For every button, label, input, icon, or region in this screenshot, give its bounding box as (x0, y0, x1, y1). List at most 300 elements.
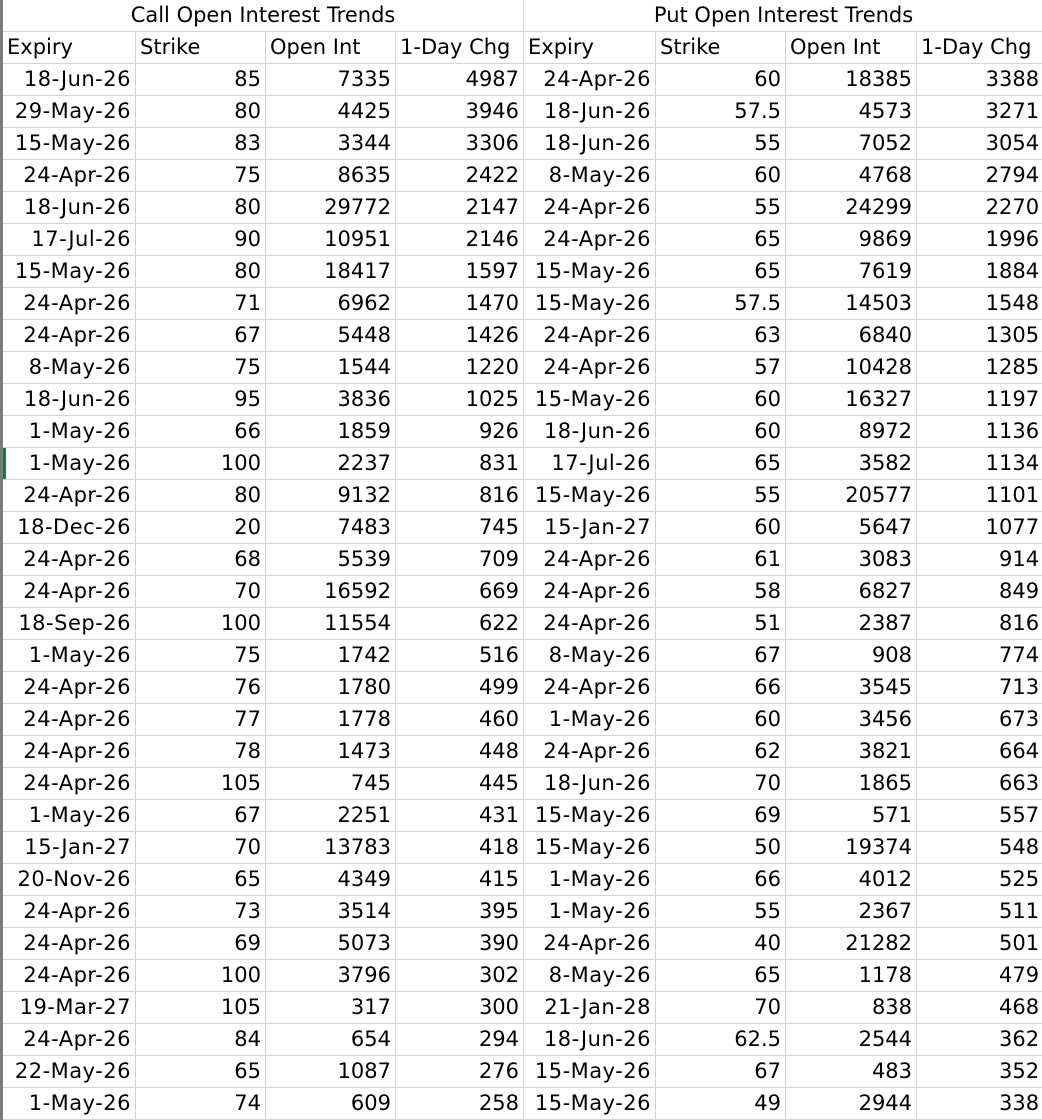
table-row (2, 928, 1042, 960)
put-change-cell[interactable]: 1884 (917, 256, 1042, 288)
put-open-int-cell[interactable]: 838 (786, 992, 917, 1024)
table-row (2, 608, 1042, 640)
call-change-cell[interactable]: 831 (396, 448, 524, 480)
call-strike-cell[interactable]: 71 (136, 288, 266, 320)
call-change-cell[interactable]: 390 (396, 928, 524, 960)
put-change-cell[interactable]: 3054 (917, 128, 1042, 160)
put-change-cell[interactable]: 664 (917, 736, 1042, 768)
put-strike-cell[interactable]: 58 (656, 576, 786, 608)
call-strike-cell[interactable]: 80 (136, 192, 266, 224)
call-open-int-header[interactable]: Open Int (266, 32, 396, 64)
call-expiry-cell[interactable]: 24-Apr-26 (2, 672, 136, 704)
table-row (2, 64, 1042, 96)
put-change-cell[interactable]: 1197 (917, 384, 1042, 416)
call-open-int-cell[interactable]: 3344 (266, 128, 396, 160)
put-section-title[interactable]: Put Open Interest Trends (524, 0, 1042, 32)
call-strike-cell[interactable]: 75 (136, 160, 266, 192)
put-strike-cell[interactable]: 40 (656, 928, 786, 960)
call-strike-cell[interactable]: 95 (136, 384, 266, 416)
call-open-int-cell[interactable]: 16592 (266, 576, 396, 608)
put-strike-header[interactable]: Strike (656, 32, 786, 64)
put-expiry-cell[interactable]: 24-Apr-26 (524, 192, 656, 224)
put-open-int-cell[interactable]: 16327 (786, 384, 917, 416)
call-expiry-cell[interactable]: 18-Sep-26 (2, 608, 136, 640)
put-expiry-cell[interactable]: 8-May-26 (524, 160, 656, 192)
put-strike-cell[interactable]: 60 (656, 416, 786, 448)
put-strike-cell[interactable]: 55 (656, 192, 786, 224)
table-row (2, 640, 1042, 672)
call-open-int-cell[interactable]: 7483 (266, 512, 396, 544)
put-strike-cell[interactable]: 67 (656, 640, 786, 672)
put-expiry-cell[interactable]: 24-Apr-26 (524, 608, 656, 640)
call-change-cell[interactable]: 418 (396, 832, 524, 864)
call-change-cell[interactable]: 2422 (396, 160, 524, 192)
put-expiry-cell[interactable]: 24-Apr-26 (524, 64, 656, 96)
put-change-cell[interactable]: 1548 (917, 288, 1042, 320)
call-open-int-cell[interactable]: 2251 (266, 800, 396, 832)
call-change-cell[interactable]: 499 (396, 672, 524, 704)
call-strike-cell[interactable]: 67 (136, 800, 266, 832)
put-expiry-cell[interactable]: 8-May-26 (524, 960, 656, 992)
put-change-cell[interactable]: 1305 (917, 320, 1042, 352)
put-change-cell[interactable]: 352 (917, 1056, 1042, 1088)
put-expiry-cell[interactable]: 15-May-26 (524, 1088, 656, 1120)
table-row (2, 224, 1042, 256)
table-row (2, 576, 1042, 608)
call-strike-cell[interactable]: 69 (136, 928, 266, 960)
put-change-cell[interactable]: 479 (917, 960, 1042, 992)
put-open-int-cell[interactable]: 483 (786, 1056, 917, 1088)
put-expiry-cell[interactable]: 15-May-26 (524, 288, 656, 320)
call-strike-cell[interactable]: 83 (136, 128, 266, 160)
put-expiry-cell[interactable]: 24-Apr-26 (524, 576, 656, 608)
call-change-cell[interactable]: 445 (396, 768, 524, 800)
table-row (2, 704, 1042, 736)
put-open-int-cell[interactable]: 3545 (786, 672, 917, 704)
call-strike-cell[interactable]: 100 (136, 608, 266, 640)
put-change-cell[interactable]: 849 (917, 576, 1042, 608)
call-change-cell[interactable]: 516 (396, 640, 524, 672)
call-strike-cell[interactable]: 65 (136, 1056, 266, 1088)
call-expiry-cell[interactable]: 24-Apr-26 (2, 704, 136, 736)
call-strike-cell[interactable]: 68 (136, 544, 266, 576)
call-strike-cell[interactable]: 77 (136, 704, 266, 736)
call-expiry-cell[interactable]: 24-Apr-26 (2, 928, 136, 960)
table-row (2, 992, 1042, 1024)
call-change-cell[interactable]: 669 (396, 576, 524, 608)
call-strike-cell[interactable]: 70 (136, 576, 266, 608)
call-strike-cell[interactable]: 65 (136, 864, 266, 896)
call-open-int-cell[interactable]: 1859 (266, 416, 396, 448)
table-row (2, 896, 1042, 928)
put-strike-cell[interactable]: 66 (656, 672, 786, 704)
put-open-int-cell[interactable]: 20577 (786, 480, 917, 512)
call-open-int-cell[interactable]: 1742 (266, 640, 396, 672)
put-open-int-cell[interactable]: 908 (786, 640, 917, 672)
table-row (2, 256, 1042, 288)
table-row (2, 864, 1042, 896)
call-change-cell[interactable]: 415 (396, 864, 524, 896)
put-open-int-cell[interactable]: 4768 (786, 160, 917, 192)
put-expiry-cell[interactable]: 1-May-26 (524, 896, 656, 928)
put-open-int-cell[interactable]: 4573 (786, 96, 917, 128)
call-open-int-cell[interactable]: 1087 (266, 1056, 396, 1088)
table-row (2, 832, 1042, 864)
call-open-int-cell[interactable]: 2237 (266, 448, 396, 480)
call-open-int-cell[interactable]: 3796 (266, 960, 396, 992)
put-strike-cell[interactable]: 55 (656, 896, 786, 928)
call-change-cell[interactable]: 460 (396, 704, 524, 736)
put-open-int-cell[interactable]: 2944 (786, 1088, 917, 1120)
table-row (2, 288, 1042, 320)
put-expiry-cell[interactable]: 15-Jan-27 (524, 512, 656, 544)
call-open-int-cell[interactable]: 1780 (266, 672, 396, 704)
call-open-int-cell[interactable]: 9132 (266, 480, 396, 512)
put-open-int-cell[interactable]: 4012 (786, 864, 917, 896)
call-expiry-cell[interactable]: 1-May-26 (2, 1088, 136, 1120)
put-expiry-cell[interactable]: 1-May-26 (524, 704, 656, 736)
put-change-cell[interactable]: 914 (917, 544, 1042, 576)
table-row (2, 736, 1042, 768)
call-expiry-cell[interactable]: 18-Jun-26 (2, 384, 136, 416)
call-open-int-cell[interactable]: 5073 (266, 928, 396, 960)
call-strike-cell[interactable]: 105 (136, 992, 266, 1024)
table-row (2, 1088, 1042, 1120)
call-expiry-cell[interactable]: 24-Apr-26 (2, 960, 136, 992)
call-change-cell[interactable]: 2147 (396, 192, 524, 224)
call-strike-cell[interactable]: 20 (136, 512, 266, 544)
call-change-cell[interactable]: 1597 (396, 256, 524, 288)
table-row (2, 160, 1042, 192)
call-open-int-cell[interactable]: 10951 (266, 224, 396, 256)
put-expiry-cell[interactable]: 15-May-26 (524, 800, 656, 832)
put-open-int-cell[interactable]: 18385 (786, 64, 917, 96)
call-strike-header[interactable]: Strike (136, 32, 266, 64)
call-change-cell[interactable]: 448 (396, 736, 524, 768)
put-expiry-cell[interactable]: 24-Apr-26 (524, 736, 656, 768)
put-change-cell[interactable]: 3388 (917, 64, 1042, 96)
put-open-int-cell[interactable]: 2544 (786, 1024, 917, 1056)
put-expiry-cell[interactable]: 18-Jun-26 (524, 128, 656, 160)
put-strike-cell[interactable]: 57.5 (656, 288, 786, 320)
call-expiry-cell[interactable]: 24-Apr-26 (2, 576, 136, 608)
call-expiry-header[interactable]: Expiry (2, 32, 136, 64)
put-change-cell[interactable]: 774 (917, 640, 1042, 672)
call-change-cell[interactable]: 300 (396, 992, 524, 1024)
put-change-cell[interactable]: 362 (917, 1024, 1042, 1056)
put-open-int-cell[interactable]: 8972 (786, 416, 917, 448)
call-expiry-cell[interactable]: 18-Jun-26 (2, 64, 136, 96)
call-open-int-cell[interactable]: 7335 (266, 64, 396, 96)
call-open-int-cell[interactable]: 317 (266, 992, 396, 1024)
table-row (2, 480, 1042, 512)
put-expiry-cell[interactable]: 24-Apr-26 (524, 672, 656, 704)
put-open-int-cell[interactable]: 6827 (786, 576, 917, 608)
call-change-header[interactable]: 1-Day Chg (396, 32, 524, 64)
call-open-int-cell[interactable]: 8635 (266, 160, 396, 192)
put-open-int-cell[interactable]: 6840 (786, 320, 917, 352)
call-expiry-cell[interactable]: 1-May-26 (2, 448, 136, 480)
call-expiry-cell[interactable]: 1-May-26 (2, 640, 136, 672)
call-expiry-cell[interactable]: 24-Apr-26 (2, 896, 136, 928)
call-change-cell[interactable]: 926 (396, 416, 524, 448)
call-strike-cell[interactable]: 74 (136, 1088, 266, 1120)
put-expiry-cell[interactable]: 24-Apr-26 (524, 320, 656, 352)
call-open-int-cell[interactable]: 609 (266, 1088, 396, 1120)
put-open-int-cell[interactable]: 3821 (786, 736, 917, 768)
put-change-cell[interactable]: 713 (917, 672, 1042, 704)
call-open-int-cell[interactable]: 5448 (266, 320, 396, 352)
call-open-int-cell[interactable]: 5539 (266, 544, 396, 576)
table-row (2, 320, 1042, 352)
call-open-int-cell[interactable]: 4425 (266, 96, 396, 128)
put-open-int-cell[interactable]: 5647 (786, 512, 917, 544)
table-row (2, 768, 1042, 800)
put-open-int-cell[interactable]: 9869 (786, 224, 917, 256)
call-strike-cell[interactable]: 80 (136, 96, 266, 128)
put-strike-cell[interactable]: 51 (656, 608, 786, 640)
put-change-cell[interactable]: 1134 (917, 448, 1042, 480)
call-change-cell[interactable]: 276 (396, 1056, 524, 1088)
call-strike-cell[interactable]: 84 (136, 1024, 266, 1056)
call-change-cell[interactable]: 4987 (396, 64, 524, 96)
call-change-cell[interactable]: 1220 (396, 352, 524, 384)
call-strike-cell[interactable]: 67 (136, 320, 266, 352)
put-strike-cell[interactable]: 57 (656, 352, 786, 384)
call-strike-cell[interactable]: 105 (136, 768, 266, 800)
put-expiry-cell[interactable]: 15-May-26 (524, 256, 656, 288)
call-change-cell[interactable]: 3946 (396, 96, 524, 128)
call-expiry-cell[interactable]: 24-Apr-26 (2, 768, 136, 800)
put-change-cell[interactable]: 525 (917, 864, 1042, 896)
call-strike-cell[interactable]: 75 (136, 640, 266, 672)
call-open-int-cell[interactable]: 11554 (266, 608, 396, 640)
put-change-cell[interactable]: 1101 (917, 480, 1042, 512)
put-open-int-cell[interactable]: 14503 (786, 288, 917, 320)
call-change-cell[interactable]: 294 (396, 1024, 524, 1056)
put-expiry-cell[interactable]: 15-May-26 (524, 832, 656, 864)
call-change-cell[interactable]: 622 (396, 608, 524, 640)
put-expiry-cell[interactable]: 15-May-26 (524, 480, 656, 512)
call-open-int-cell[interactable]: 4349 (266, 864, 396, 896)
put-expiry-header[interactable]: Expiry (524, 32, 656, 64)
call-strike-cell[interactable]: 100 (136, 448, 266, 480)
call-strike-cell[interactable]: 80 (136, 480, 266, 512)
put-strike-cell[interactable]: 65 (656, 448, 786, 480)
put-strike-cell[interactable]: 60 (656, 512, 786, 544)
put-strike-cell[interactable]: 70 (656, 992, 786, 1024)
call-change-cell[interactable]: 1426 (396, 320, 524, 352)
call-expiry-cell[interactable]: 19-Mar-27 (2, 992, 136, 1024)
call-expiry-cell[interactable]: 18-Jun-26 (2, 192, 136, 224)
put-open-int-cell[interactable]: 3456 (786, 704, 917, 736)
put-expiry-cell[interactable]: 1-May-26 (524, 864, 656, 896)
put-strike-cell[interactable]: 55 (656, 480, 786, 512)
put-open-int-cell[interactable]: 7052 (786, 128, 917, 160)
put-expiry-cell[interactable]: 18-Jun-26 (524, 1024, 656, 1056)
put-open-int-cell[interactable]: 1178 (786, 960, 917, 992)
call-expiry-cell[interactable]: 15-Jan-27 (2, 832, 136, 864)
call-expiry-cell[interactable]: 24-Apr-26 (2, 1024, 136, 1056)
put-expiry-cell[interactable]: 21-Jan-28 (524, 992, 656, 1024)
put-open-int-cell[interactable]: 3582 (786, 448, 917, 480)
call-expiry-cell[interactable]: 1-May-26 (2, 800, 136, 832)
call-strike-cell[interactable]: 70 (136, 832, 266, 864)
call-open-int-cell[interactable]: 3836 (266, 384, 396, 416)
put-change-cell[interactable]: 1077 (917, 512, 1042, 544)
call-open-int-cell[interactable]: 745 (266, 768, 396, 800)
call-expiry-cell[interactable]: 29-May-26 (2, 96, 136, 128)
call-open-int-cell[interactable]: 654 (266, 1024, 396, 1056)
call-expiry-cell[interactable]: 24-Apr-26 (2, 320, 136, 352)
put-change-cell[interactable]: 1136 (917, 416, 1042, 448)
call-strike-cell[interactable]: 100 (136, 960, 266, 992)
table-row (2, 416, 1042, 448)
put-strike-cell[interactable]: 57.5 (656, 96, 786, 128)
put-change-cell[interactable]: 673 (917, 704, 1042, 736)
call-strike-cell[interactable]: 90 (136, 224, 266, 256)
put-strike-cell[interactable]: 65 (656, 256, 786, 288)
put-change-cell[interactable]: 1996 (917, 224, 1042, 256)
put-strike-cell[interactable]: 62 (656, 736, 786, 768)
put-strike-cell[interactable]: 66 (656, 864, 786, 896)
put-strike-cell[interactable]: 65 (656, 224, 786, 256)
call-change-cell[interactable]: 1025 (396, 384, 524, 416)
call-change-cell[interactable]: 1470 (396, 288, 524, 320)
put-open-int-cell[interactable]: 10428 (786, 352, 917, 384)
call-change-cell[interactable]: 431 (396, 800, 524, 832)
call-change-cell[interactable]: 745 (396, 512, 524, 544)
call-strike-cell[interactable]: 73 (136, 896, 266, 928)
put-open-int-cell[interactable]: 571 (786, 800, 917, 832)
call-expiry-cell[interactable]: 24-Apr-26 (2, 288, 136, 320)
put-strike-cell[interactable]: 62.5 (656, 1024, 786, 1056)
put-strike-cell[interactable]: 60 (656, 160, 786, 192)
call-change-cell[interactable]: 2146 (396, 224, 524, 256)
put-strike-cell[interactable]: 60 (656, 704, 786, 736)
put-strike-cell[interactable]: 49 (656, 1088, 786, 1120)
put-change-cell[interactable]: 557 (917, 800, 1042, 832)
put-change-cell[interactable]: 548 (917, 832, 1042, 864)
call-open-int-cell[interactable]: 18417 (266, 256, 396, 288)
call-change-cell[interactable]: 3306 (396, 128, 524, 160)
put-change-cell[interactable]: 1285 (917, 352, 1042, 384)
put-expiry-cell[interactable]: 18-Jun-26 (524, 768, 656, 800)
put-expiry-cell[interactable]: 15-May-26 (524, 1056, 656, 1088)
put-strike-cell[interactable]: 60 (656, 64, 786, 96)
call-expiry-cell[interactable]: 15-May-26 (2, 128, 136, 160)
put-expiry-cell[interactable]: 24-Apr-26 (524, 928, 656, 960)
put-strike-cell[interactable]: 55 (656, 128, 786, 160)
put-change-cell[interactable]: 3271 (917, 96, 1042, 128)
call-change-cell[interactable]: 302 (396, 960, 524, 992)
put-open-int-cell[interactable]: 2367 (786, 896, 917, 928)
put-expiry-cell[interactable]: 18-Jun-26 (524, 96, 656, 128)
put-expiry-cell[interactable]: 24-Apr-26 (524, 352, 656, 384)
put-open-int-header[interactable]: Open Int (786, 32, 917, 64)
put-strike-cell[interactable]: 67 (656, 1056, 786, 1088)
call-open-int-cell[interactable]: 1473 (266, 736, 396, 768)
call-open-int-cell[interactable]: 29772 (266, 192, 396, 224)
call-open-int-cell[interactable]: 13783 (266, 832, 396, 864)
call-expiry-cell[interactable]: 15-May-26 (2, 256, 136, 288)
put-open-int-cell[interactable]: 2387 (786, 608, 917, 640)
call-expiry-cell[interactable]: 8-May-26 (2, 352, 136, 384)
call-open-int-cell[interactable]: 1778 (266, 704, 396, 736)
put-change-cell[interactable]: 468 (917, 992, 1042, 1024)
put-strike-cell[interactable]: 61 (656, 544, 786, 576)
put-change-cell[interactable]: 338 (917, 1088, 1042, 1120)
call-expiry-cell[interactable]: 1-May-26 (2, 416, 136, 448)
table-row (2, 800, 1042, 832)
put-open-int-cell[interactable]: 24299 (786, 192, 917, 224)
put-expiry-cell[interactable]: 17-Jul-26 (524, 448, 656, 480)
call-expiry-cell[interactable]: 24-Apr-26 (2, 160, 136, 192)
put-strike-cell[interactable]: 70 (656, 768, 786, 800)
put-expiry-cell[interactable]: 18-Jun-26 (524, 416, 656, 448)
call-expiry-cell[interactable]: 18-Dec-26 (2, 512, 136, 544)
put-change-cell[interactable]: 511 (917, 896, 1042, 928)
put-expiry-cell[interactable]: 24-Apr-26 (524, 544, 656, 576)
table-row (2, 448, 1042, 480)
call-change-cell[interactable]: 709 (396, 544, 524, 576)
call-expiry-cell[interactable]: 24-Apr-26 (2, 736, 136, 768)
call-change-cell[interactable]: 816 (396, 480, 524, 512)
call-change-cell[interactable]: 258 (396, 1088, 524, 1120)
put-expiry-cell[interactable]: 15-May-26 (524, 384, 656, 416)
put-strike-cell[interactable]: 65 (656, 960, 786, 992)
call-expiry-cell[interactable]: 24-Apr-26 (2, 480, 136, 512)
call-change-cell[interactable]: 395 (396, 896, 524, 928)
put-expiry-cell[interactable]: 24-Apr-26 (524, 224, 656, 256)
put-expiry-cell[interactable]: 8-May-26 (524, 640, 656, 672)
call-expiry-cell[interactable]: 17-Jul-26 (2, 224, 136, 256)
column-header-row (2, 32, 1042, 64)
put-change-cell[interactable]: 2270 (917, 192, 1042, 224)
put-open-int-cell[interactable]: 3083 (786, 544, 917, 576)
call-section-title[interactable]: Call Open Interest Trends (2, 0, 524, 32)
put-open-int-cell[interactable]: 1865 (786, 768, 917, 800)
put-change-cell[interactable]: 2794 (917, 160, 1042, 192)
call-strike-cell[interactable]: 85 (136, 64, 266, 96)
call-strike-cell[interactable]: 76 (136, 672, 266, 704)
put-strike-cell[interactable]: 69 (656, 800, 786, 832)
call-open-int-cell[interactable]: 3514 (266, 896, 396, 928)
call-expiry-cell[interactable]: 24-Apr-26 (2, 544, 136, 576)
put-change-header[interactable]: 1-Day Chg (917, 32, 1042, 64)
call-open-int-cell[interactable]: 6962 (266, 288, 396, 320)
put-change-cell[interactable]: 663 (917, 768, 1042, 800)
table-row (2, 544, 1042, 576)
call-strike-cell[interactable]: 78 (136, 736, 266, 768)
put-change-cell[interactable]: 816 (917, 608, 1042, 640)
put-strike-cell[interactable]: 63 (656, 320, 786, 352)
call-open-int-cell[interactable]: 1544 (266, 352, 396, 384)
put-open-int-cell[interactable]: 21282 (786, 928, 917, 960)
call-strike-cell[interactable]: 75 (136, 352, 266, 384)
call-strike-cell[interactable]: 80 (136, 256, 266, 288)
table-row (2, 384, 1042, 416)
put-open-int-cell[interactable]: 19374 (786, 832, 917, 864)
put-open-int-cell[interactable]: 7619 (786, 256, 917, 288)
put-strike-cell[interactable]: 50 (656, 832, 786, 864)
put-change-cell[interactable]: 501 (917, 928, 1042, 960)
call-strike-cell[interactable]: 66 (136, 416, 266, 448)
put-strike-cell[interactable]: 60 (656, 384, 786, 416)
table-row (2, 1056, 1042, 1088)
call-expiry-cell[interactable]: 22-May-26 (2, 1056, 136, 1088)
call-expiry-cell[interactable]: 20-Nov-26 (2, 864, 136, 896)
